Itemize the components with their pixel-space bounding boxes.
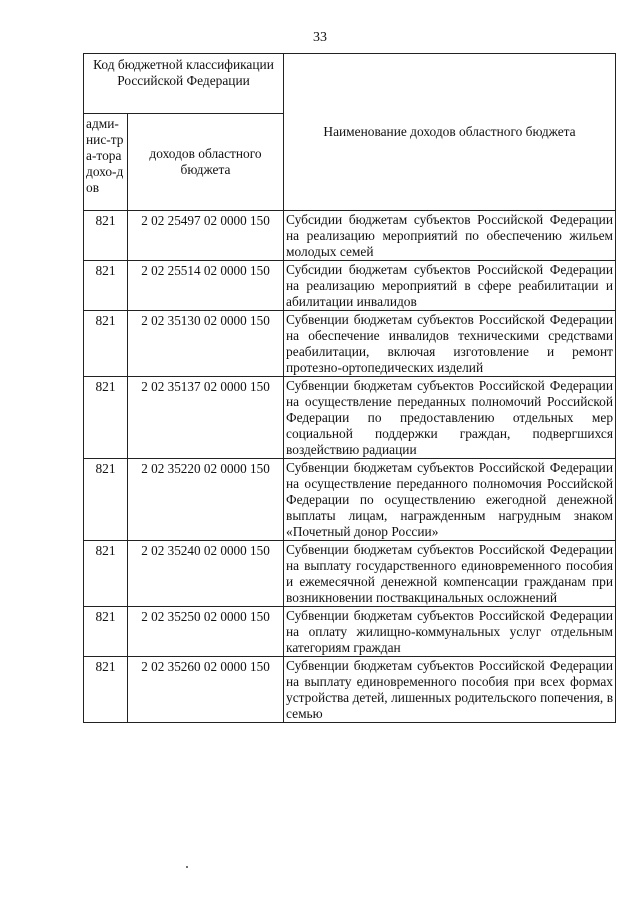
table-row	[84, 377, 616, 459]
table-row	[84, 311, 616, 377]
admin-code-cell: 821	[84, 377, 128, 459]
income-code-cell: 2 02 35130 02 0000 150	[128, 311, 284, 377]
income-name-cell: Субсидии бюджетам субъектов Российской Федерации на реализацию мероприятий по обеспечению жильем молодых семей	[284, 211, 616, 261]
income-name-cell: Субвенции бюджетам субъектов Российской Федерации на оплату жилищно-коммунальных услуг отдельным категориям граждан	[284, 607, 616, 657]
income-code-cell: 2 02 35137 02 0000 150	[128, 377, 284, 459]
table-row	[84, 211, 616, 261]
income-name-cell: Субвенции бюджетам субъектов Российской Федерации на обеспечение инвалидов техническими средствами реабилитации, включая изготовление и ремонт протезно-ортопедических изделий	[284, 311, 616, 377]
header-income-code: доходов областного бюджета	[128, 114, 284, 211]
income-code-cell: 2 02 35260 02 0000 150	[128, 657, 284, 723]
scan-speck	[186, 866, 188, 868]
table-row	[84, 607, 616, 657]
header-income-name: Наименование доходов областного бюджета	[284, 54, 616, 211]
admin-code-cell: 821	[84, 261, 128, 311]
income-code-cell: 2 02 35220 02 0000 150	[128, 459, 284, 541]
header-classification-code: Код бюджетной классификации Российской Федерации	[84, 54, 284, 114]
budget-classification-table	[83, 53, 616, 723]
income-code-cell: 2 02 25497 02 0000 150	[128, 211, 284, 261]
header-administrator: адми-нис-тра-тора дохо-дов	[84, 114, 128, 211]
income-code-cell: 2 02 25514 02 0000 150	[128, 261, 284, 311]
income-code-cell: 2 02 35250 02 0000 150	[128, 607, 284, 657]
admin-code-cell: 821	[84, 607, 128, 657]
income-code-cell: 2 02 35240 02 0000 150	[128, 541, 284, 607]
table-row	[84, 541, 616, 607]
income-name-cell: Субвенции бюджетам субъектов Российской Федерации на осуществление переданного полномочия Российской Федерации по осуществлению ежегодной денежной выплаты лицам, награжденным нагрудным знаком «Почетный донор России»	[284, 459, 616, 541]
admin-code-cell: 821	[84, 459, 128, 541]
admin-code-cell: 821	[84, 657, 128, 723]
income-name-cell: Субвенции бюджетам субъектов Российской Федерации на выплату единовременного пособия при всех формах устройства детей, лишенных родительского попечения, в семью	[284, 657, 616, 723]
admin-code-cell: 821	[84, 211, 128, 261]
table-header-row-1	[84, 54, 616, 114]
table-row	[84, 657, 616, 723]
table-row	[84, 459, 616, 541]
admin-code-cell: 821	[84, 541, 128, 607]
income-name-cell: Субвенции бюджетам субъектов Российской Федерации на осуществление переданных полномочий Российской Федерации по предоставлению отдельных мер социальной поддержки граждан, подвергшихся воздействию радиации	[284, 377, 616, 459]
income-name-cell: Субвенции бюджетам субъектов Российской Федерации на выплату государственного единовременного пособия и ежемесячной денежной компенсации гражданам при возникновении поствакцинальных осложнений	[284, 541, 616, 607]
income-name-cell: Субсидии бюджетам субъектов Российской Федерации на реализацию мероприятий в сфере реабилитации и абилитации инвалидов	[284, 261, 616, 311]
admin-code-cell: 821	[84, 311, 128, 377]
page-number: 33	[313, 30, 327, 45]
table-row	[84, 261, 616, 311]
